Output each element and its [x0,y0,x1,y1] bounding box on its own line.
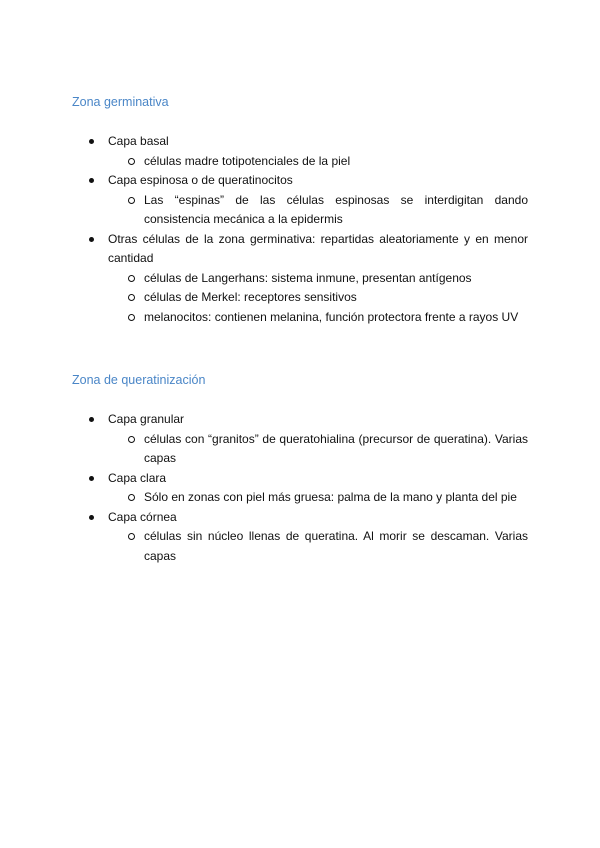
bullet-list [72,410,528,566]
bullet-list [72,132,528,327]
sub-list [108,269,528,328]
section-heading: Zona germinativa [72,95,169,109]
circle-bullet-icon [128,436,135,443]
sub-list-item [108,488,528,508]
bullet-icon [89,139,94,144]
sub-list-item [108,308,528,328]
list-item [72,508,528,567]
list-item-text: Otras células de la zona germinativa: repartidas aleatoriamente y en menor cantidad [108,231,528,265]
circle-bullet-icon [128,533,135,540]
sub-list-item-text: Sólo en zonas con piel más gruesa: palma de la mano y planta del pie [144,490,517,504]
circle-bullet-icon [128,294,135,301]
sub-list-item [108,191,528,230]
circle-bullet-icon [128,314,135,321]
list-item-text: Capa granular [108,412,185,426]
sub-list [108,527,528,566]
circle-bullet-icon [128,275,135,282]
sub-list [108,488,528,508]
sub-list [108,191,528,230]
circle-bullet-icon [128,494,135,501]
bullet-icon [89,515,94,520]
sub-list-item-text: células madre totipotenciales de la piel [144,153,351,168]
sub-list-item [108,430,528,469]
sub-list-item-text: células sin núcleo llenas de queratina. Al morir se descaman. Varias capas [144,529,528,563]
sub-list-item-text: Las “espinas” de las células espinosas se interdigitan dando consistencia mecánica a la epidermis [144,192,528,226]
list-item [72,230,528,328]
list-item-text: Capa córnea [108,509,177,524]
circle-bullet-icon [128,197,135,204]
sub-list [108,430,528,469]
list-item-text: Capa espinosa o de queratinocitos [108,173,293,187]
sub-list-item-text: células de Langerhans: sistema inmune, presentan antígenos [144,270,472,285]
sub-list-item [108,269,528,289]
bullet-icon [89,237,94,242]
list-item [72,132,528,171]
section-zona-queratinizacion [72,372,528,566]
sub-list-item [108,152,528,172]
section-heading: Zona de queratinización [72,373,206,387]
list-item-text: Capa clara [108,470,167,485]
circle-bullet-icon [128,158,135,165]
sub-list-item [108,527,528,566]
sub-list-item-text: células con “granitos” de queratohialina (precursor de queratina). Varias capas [144,431,528,465]
section-zona-germinativa [72,94,528,327]
bullet-icon [89,476,94,481]
bullet-icon [89,417,94,422]
list-item [72,410,528,469]
list-item-text: Capa basal [108,134,169,148]
sub-list-item-text: células de Merkel: receptores sensitivos [144,290,357,304]
sub-list-item [108,288,528,308]
list-item [72,171,528,230]
sub-list [108,152,528,172]
list-item [72,469,528,508]
bullet-icon [89,178,94,183]
sub-list-item-text: melanocitos: contienen melanina, función protectora frente a rayos UV [144,309,519,324]
